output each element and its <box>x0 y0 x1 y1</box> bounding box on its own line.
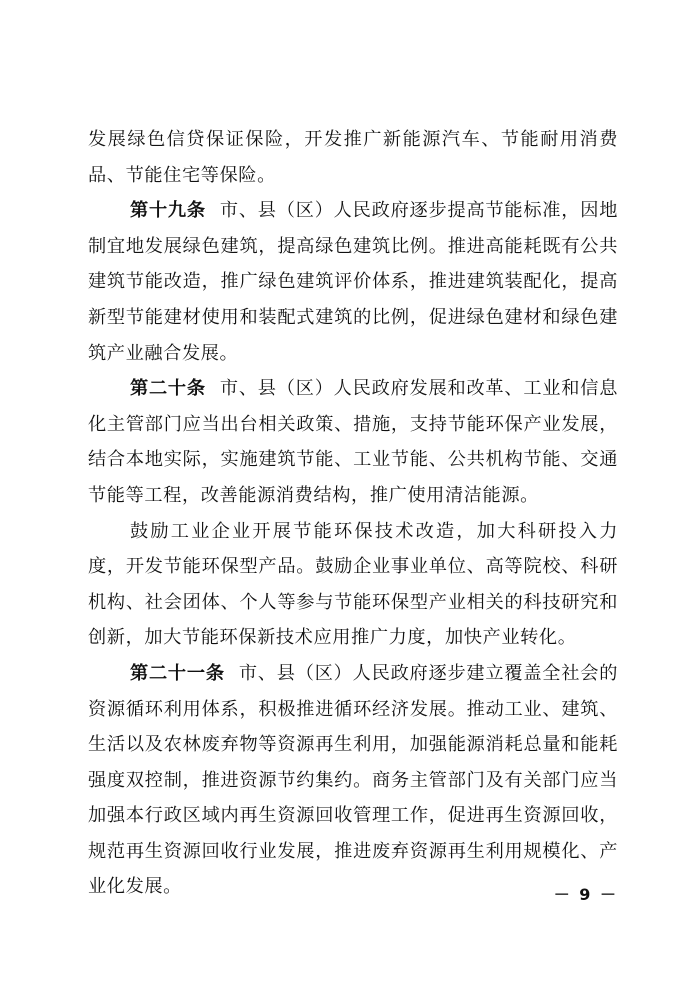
paragraph-text: 市、县（区）人民政府逐步提高节能标准，因地制宜地发展绿色建筑，提高绿色建筑比例。推进高能耗既有公共建筑节能改造，推广绿色建筑评价体系，推进建筑装配化，提高新型节能建材使用和装配式建筑的比例，促进绿色建材和绿色建筑产业融合发展。 <box>88 200 618 364</box>
paragraph-text: 市、县（区）人民政府逐步建立覆盖全社会的资源循环利用体系，积极推进循环经济发展。推动工业、建筑、生活以及农林废弃物等资源再生利用，加强能源消耗总量和能耗强度双控制，推进资源节约集约。商务主管部门及有关部门应当加强本行政区域内再生资源回收管理工作，促进再生资源回收，规范再生资源回收行业发展，推进废弃资源再生利用规模化、产业化发展。 <box>88 662 618 898</box>
article-number: 第十九条 <box>130 200 206 222</box>
article-number: 第二十一条 <box>130 662 225 684</box>
page-number: － 9 － <box>553 885 618 904</box>
paragraph-text: 发展绿色信贷保证保险，开发推广新能源汽车、节能耐用消费品、节能住宅等保险。 <box>88 129 618 186</box>
paragraph-text: 鼓励工业企业开展节能环保技术改造，加大科研投入力度，开发节能环保型产品。鼓励企业事业单位、高等院校、科研机构、社会团体、个人等参与节能环保型产业相关的科技研究和创新，加大节能环保新技术应用推广力度，加快产业转化。 <box>88 520 618 649</box>
article-20-paragraph-2 <box>88 514 618 656</box>
paragraph-continuation <box>88 122 618 193</box>
article-number: 第二十条 <box>130 378 206 400</box>
article-21 <box>88 656 618 905</box>
document-body <box>88 122 618 905</box>
article-20 <box>88 371 618 513</box>
article-19 <box>88 193 618 371</box>
paragraph-text: 市、县（区）人民政府发展和改革、工业和信息化主管部门应当出台相关政策、措施，支持节能环保产业发展，结合本地实际，实施建筑节能、工业节能、公共机构节能、交通节能等工程，改善能源消费结构，推广使用清洁能源。 <box>88 378 618 506</box>
